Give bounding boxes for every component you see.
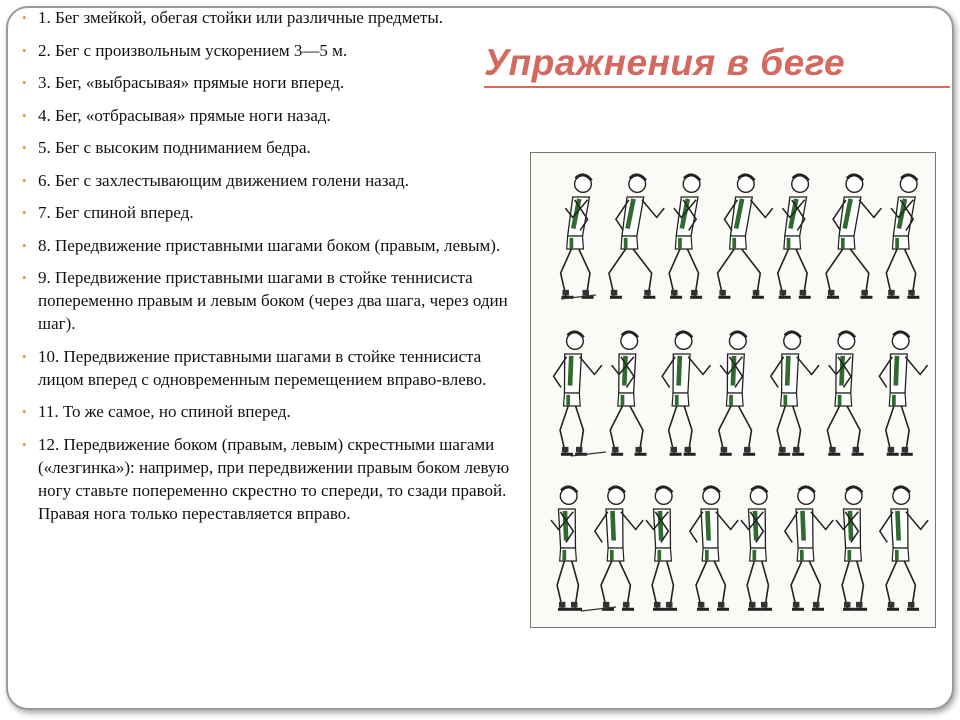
- bullet-icon: •: [22, 42, 27, 58]
- bullet-icon: •: [22, 436, 27, 452]
- bullet-icon: •: [22, 107, 27, 123]
- runner-figure: [879, 332, 927, 454]
- runner-figure: [551, 487, 582, 609]
- runner-figure: [609, 175, 664, 297]
- list-item: • 11. То же самое, но спиной вперед.: [22, 402, 291, 421]
- list-item: • 7. Бег спиной вперед.: [22, 203, 194, 222]
- runner-figure: [880, 487, 928, 609]
- runner-figure: [826, 175, 881, 297]
- list-item: • 1. Бег змейкой, обегая стойки или различные предметы.: [22, 8, 444, 27]
- runner-figure: [690, 487, 738, 609]
- bullet-icon: •: [22, 205, 27, 220]
- runner-figure: [718, 175, 773, 297]
- runner-figure: [595, 487, 643, 609]
- slide-title: Упражнения в беге: [484, 42, 846, 83]
- runner-figure: [827, 332, 863, 454]
- list-item: • 10. Передвижение приставными шагами в стойке теннисиста лицом вперед с одновременным перемещением вправо-влево.: [22, 346, 487, 389]
- list-item: • 2. Бег с произвольным ускорением 3—5 м.: [22, 40, 348, 60]
- runner-figure: [561, 175, 594, 297]
- runner-figure: [771, 332, 819, 454]
- bullet-icon: •: [22, 270, 27, 285]
- bullet-icon: •: [22, 237, 27, 253]
- list-item: • 12. Передвижение боком (правым, левым) скрестными шагами («лезгинка»): например, при передвижении правым боком левую ногу ставьте попеременно скрестно то спереди, то сзади правой. Правая нога только переставляется вправо.: [22, 434, 510, 523]
- runner-figure: [836, 487, 867, 609]
- runner-figure: [719, 332, 755, 454]
- runner-figure: [785, 487, 833, 609]
- list-item: • 5. Бег с высоким подниманием бедра.: [22, 138, 311, 157]
- runner-figure: [554, 332, 602, 454]
- runner-figures-svg: [531, 153, 935, 627]
- bullet-icon: •: [22, 348, 27, 364]
- exercise-list: [22, 6, 522, 534]
- running-exercises-illustration: [530, 152, 936, 628]
- runner-figure: [741, 487, 772, 609]
- bullet-icon: •: [22, 404, 27, 419]
- title-underline: [484, 86, 950, 88]
- bullet-icon: •: [22, 10, 27, 25]
- list-item: • 9. Передвижение приставными шагами в стойке теннисиста попеременно правым и левым боком (через два шага, через один шаг).: [22, 268, 508, 333]
- list-item: • 8. Передвижение приставными шагами боком (правым, левым).: [22, 235, 501, 255]
- bullet-icon: •: [22, 172, 27, 188]
- list-item: • 6. Бег с захлестывающим движением голени назад.: [22, 170, 409, 190]
- list-item: • 4. Бег, «отбрасывая» прямые ноги назад.: [22, 105, 331, 125]
- runner-figure: [662, 332, 710, 454]
- runner-figure: [610, 332, 646, 454]
- bullet-icon: •: [22, 75, 27, 90]
- runner-figure: [646, 487, 677, 609]
- runner-figure: [778, 175, 811, 297]
- list-item: • 3. Бег, «выбрасывая» прямые ноги вперед.: [22, 73, 345, 92]
- runner-figure: [886, 175, 919, 297]
- bullet-icon: •: [22, 140, 27, 155]
- runner-figure: [669, 175, 702, 297]
